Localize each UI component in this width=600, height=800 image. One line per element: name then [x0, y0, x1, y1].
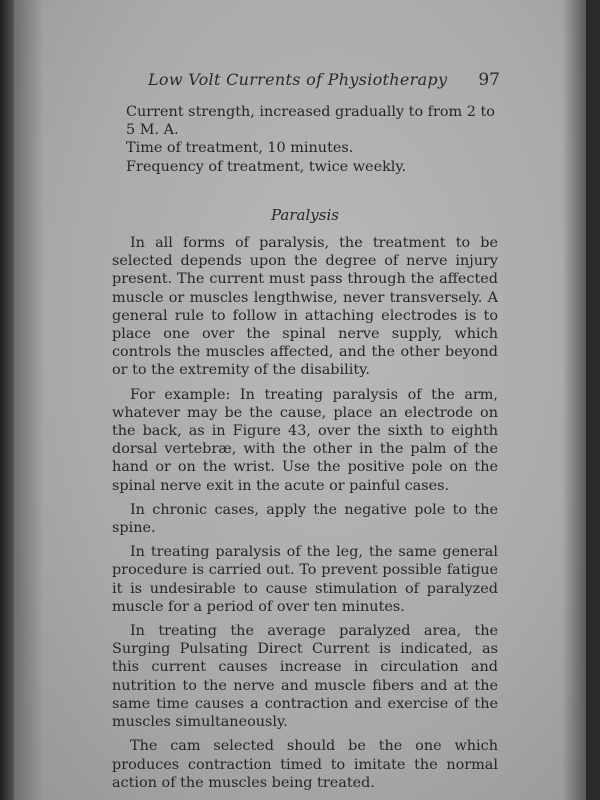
intro-line: Time of treatment, 10 minutes. — [126, 140, 354, 157]
book-spine — [0, 0, 14, 800]
intro-line: Current strength, increased gradually to from 2 to 5 M. A. — [126, 104, 495, 139]
page-body — [112, 103, 498, 798]
paragraph: In chronic cases, apply the negative pole to the spine. — [112, 501, 498, 537]
paragraph: In all forms of paralysis, the treatment to be selected depends upon the degree of nerve injury present. The current must pass through the affected muscle or muscles lengthwise, never transversely. A general rule to follow in attaching electrodes is to place one over the spinal nerve supply, which controls the muscles affected, and the other beyond or to the extremity of the disability. — [112, 235, 498, 379]
paragraph: In treating the average paralyzed area, the Surging Pulsating Direct Current is indicated, as this current causes increase in circulation and nutrition to the nerve and muscle fibers and at the same time causes a contraction and exercise of the muscles simultaneously. — [112, 623, 498, 731]
page-gutter-shadow — [14, 0, 44, 800]
page-number: 97 — [478, 70, 500, 90]
page-header — [148, 70, 500, 89]
paragraph: In treating paralysis of the leg, the same general procedure is carried out. To prevent possible fatigue it is undesirable to cause stimulation of paralyzed muscle for a period of over ten minutes. — [112, 544, 498, 615]
paragraph: For example: In treating paralysis of the arm, whatever may be the cause, place an electrode on the back, as in Figure 43, over the sixth to eighth dorsal vertebræ, with the other in the palm of the hand or on the wrist. Use the positive pole on the spinal nerve exit in the acute or painful cases. — [112, 386, 498, 494]
page-edge-shadow — [562, 0, 586, 800]
paragraph: The cam selected should be the one which produces contraction timed to imitate the normal action of the muscles being treated. — [112, 738, 498, 791]
running-title: Low Volt Currents of Physiotherapy — [148, 70, 448, 89]
intro-line: Frequency of treatment, twice weekly. — [126, 158, 407, 175]
section-heading: Paralysis — [271, 205, 339, 224]
